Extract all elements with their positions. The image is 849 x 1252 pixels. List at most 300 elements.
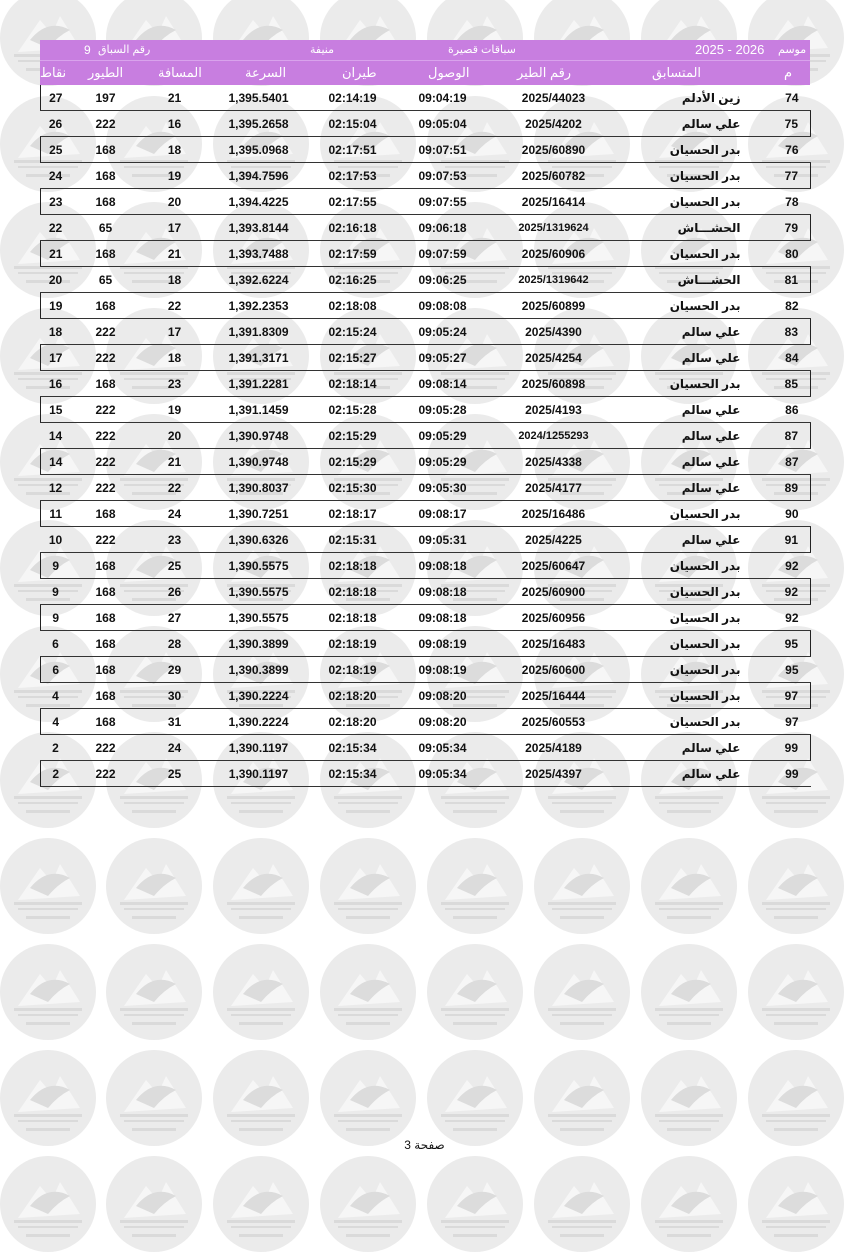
table-row — [41, 241, 811, 267]
cell-arrival: 09:05:31 — [397, 527, 489, 553]
cell-index: 99 — [749, 761, 811, 787]
cell-ring: 2025/4193 — [489, 397, 619, 423]
cell-birds: 168 — [71, 709, 141, 735]
watermark-logo — [534, 944, 630, 1040]
cell-points: 6 — [41, 631, 71, 657]
watermark-logo — [106, 944, 202, 1040]
table-row — [41, 735, 811, 761]
cell-birds: 168 — [71, 293, 141, 319]
cell-ring: 2025/4397 — [489, 761, 619, 787]
cell-ring: 2025/44023 — [489, 85, 619, 111]
cell-ring: 2025/1319624 — [489, 215, 619, 241]
cell-owner: علي سالم — [619, 527, 749, 553]
cell-points: 27 — [41, 85, 71, 111]
cell-birds: 168 — [71, 683, 141, 709]
cell-birds: 168 — [71, 189, 141, 215]
cell-index: 79 — [749, 215, 811, 241]
cell-arrival: 09:08:19 — [397, 631, 489, 657]
cell-ring: 2025/60900 — [489, 579, 619, 605]
cell-ring: 2025/60956 — [489, 605, 619, 631]
cell-distance: 22 — [141, 293, 209, 319]
cell-arrival: 09:08:18 — [397, 579, 489, 605]
cell-arrival: 09:05:28 — [397, 397, 489, 423]
cell-distance: 21 — [141, 241, 209, 267]
cell-ring: 2025/4338 — [489, 449, 619, 475]
cell-owner: زين الأدلم — [619, 85, 749, 111]
cell-arrival: 09:08:14 — [397, 371, 489, 397]
cell-distance: 24 — [141, 501, 209, 527]
cell-speed: 1,390.8037 — [209, 475, 309, 501]
race-number: 9 — [84, 43, 91, 57]
table-row — [41, 345, 811, 371]
cell-distance: 26 — [141, 579, 209, 605]
cell-flight: 02:15:29 — [309, 423, 397, 449]
cell-flight: 02:15:30 — [309, 475, 397, 501]
cell-index: 85 — [749, 371, 811, 397]
cell-flight: 02:15:34 — [309, 735, 397, 761]
cell-points: 24 — [41, 163, 71, 189]
watermark-logo — [427, 944, 523, 1040]
cell-birds: 197 — [71, 85, 141, 111]
cell-points: 14 — [41, 423, 71, 449]
cell-speed: 1,391.1459 — [209, 397, 309, 423]
cell-index: 74 — [749, 85, 811, 111]
cell-birds: 222 — [71, 475, 141, 501]
cell-points: 2 — [41, 761, 71, 787]
cell-owner: بدر الحسيان — [619, 683, 749, 709]
cell-birds: 222 — [71, 735, 141, 761]
cell-flight: 02:18:14 — [309, 371, 397, 397]
cell-arrival: 09:05:24 — [397, 319, 489, 345]
cell-points: 16 — [41, 371, 71, 397]
cell-ring: 2024/1255293 — [489, 423, 619, 449]
cell-birds: 222 — [71, 527, 141, 553]
cell-flight: 02:18:18 — [309, 579, 397, 605]
cell-points: 23 — [41, 189, 71, 215]
table-row — [41, 761, 811, 787]
watermark-logo — [427, 838, 523, 934]
cell-flight: 02:18:20 — [309, 709, 397, 735]
table-row — [41, 423, 811, 449]
cell-birds: 168 — [71, 241, 141, 267]
cell-speed: 1,390.2224 — [209, 709, 309, 735]
cell-flight: 02:15:28 — [309, 397, 397, 423]
table-row — [41, 605, 811, 631]
cell-index: 82 — [749, 293, 811, 319]
cell-speed: 1,390.9748 — [209, 449, 309, 475]
watermark-logo — [213, 838, 309, 934]
cell-ring: 2025/60890 — [489, 137, 619, 163]
cell-flight: 02:17:53 — [309, 163, 397, 189]
race-category: سباقات قصيرة — [448, 44, 516, 56]
cell-index: 89 — [749, 475, 811, 501]
cell-arrival: 09:04:19 — [397, 85, 489, 111]
cell-points: 2 — [41, 735, 71, 761]
cell-owner: علي سالم — [619, 345, 749, 371]
cell-speed: 1,390.5575 — [209, 605, 309, 631]
watermark-logo — [213, 1156, 309, 1252]
watermark-logo — [106, 838, 202, 934]
cell-arrival: 09:08:19 — [397, 657, 489, 683]
table-row — [41, 553, 811, 579]
cell-owner: بدر الحسيان — [619, 371, 749, 397]
cell-index: 95 — [749, 657, 811, 683]
table-row — [41, 475, 811, 501]
cell-distance: 31 — [141, 709, 209, 735]
cell-owner: الحشـــاش — [619, 215, 749, 241]
cell-distance: 29 — [141, 657, 209, 683]
cell-owner: بدر الحسيان — [619, 631, 749, 657]
watermark-logo — [320, 838, 416, 934]
table-row — [41, 267, 811, 293]
cell-distance: 22 — [141, 475, 209, 501]
cell-arrival: 09:05:34 — [397, 735, 489, 761]
watermark-logo — [320, 1156, 416, 1252]
cell-owner: علي سالم — [619, 735, 749, 761]
cell-arrival: 09:07:53 — [397, 163, 489, 189]
cell-owner: بدر الحسيان — [619, 579, 749, 605]
cell-flight: 02:14:19 — [309, 85, 397, 111]
cell-arrival: 09:08:17 — [397, 501, 489, 527]
cell-distance: 20 — [141, 189, 209, 215]
cell-distance: 28 — [141, 631, 209, 657]
table-row — [41, 319, 811, 345]
cell-owner: بدر الحسيان — [619, 163, 749, 189]
table-row — [41, 449, 811, 475]
cell-distance: 18 — [141, 137, 209, 163]
cell-speed: 1,392.2353 — [209, 293, 309, 319]
cell-distance: 18 — [141, 345, 209, 371]
cell-birds: 168 — [71, 553, 141, 579]
table-row — [41, 163, 811, 189]
cell-speed: 1,390.5575 — [209, 553, 309, 579]
table-row — [41, 709, 811, 735]
cell-ring: 2025/60898 — [489, 371, 619, 397]
cell-flight: 02:18:18 — [309, 553, 397, 579]
watermark-logo — [320, 1050, 416, 1146]
cell-distance: 25 — [141, 553, 209, 579]
watermark-logo — [534, 1156, 630, 1252]
race-label: رقم السباق — [98, 44, 151, 56]
cell-owner: علي سالم — [619, 319, 749, 345]
page-number: صفحة 3 — [404, 1138, 445, 1152]
cell-ring: 2025/60600 — [489, 657, 619, 683]
cell-flight: 02:18:20 — [309, 683, 397, 709]
cell-flight: 02:15:24 — [309, 319, 397, 345]
table-row — [41, 137, 811, 163]
table-row — [41, 293, 811, 319]
cell-arrival: 09:05:27 — [397, 345, 489, 371]
cell-birds: 222 — [71, 449, 141, 475]
cell-points: 26 — [41, 111, 71, 137]
results-table — [40, 85, 811, 787]
cell-speed: 1,390.7251 — [209, 501, 309, 527]
cell-arrival: 09:07:51 — [397, 137, 489, 163]
watermark-logo — [0, 1050, 96, 1146]
col-points: نقاط — [40, 65, 67, 80]
cell-speed: 1,390.3899 — [209, 631, 309, 657]
watermark-logo — [106, 1156, 202, 1252]
cell-distance: 19 — [141, 397, 209, 423]
cell-speed: 1,391.2281 — [209, 371, 309, 397]
cell-ring: 2025/4202 — [489, 111, 619, 137]
watermark-logo — [748, 1050, 844, 1146]
cell-points: 12 — [41, 475, 71, 501]
watermark-logo — [748, 838, 844, 934]
cell-index: 92 — [749, 553, 811, 579]
watermark-logo — [320, 944, 416, 1040]
table-row — [41, 683, 811, 709]
cell-speed: 1,392.6224 — [209, 267, 309, 293]
cell-birds: 168 — [71, 137, 141, 163]
cell-index: 97 — [749, 683, 811, 709]
cell-speed: 1,390.2224 — [209, 683, 309, 709]
cell-index: 76 — [749, 137, 811, 163]
cell-distance: 24 — [141, 735, 209, 761]
cell-arrival: 09:05:34 — [397, 761, 489, 787]
cell-index: 78 — [749, 189, 811, 215]
cell-points: 11 — [41, 501, 71, 527]
watermark-logo — [427, 1050, 523, 1146]
cell-ring: 2025/4225 — [489, 527, 619, 553]
cell-distance: 19 — [141, 163, 209, 189]
cell-owner: بدر الحسيان — [619, 501, 749, 527]
cell-arrival: 09:08:20 — [397, 683, 489, 709]
cell-arrival: 09:08:18 — [397, 605, 489, 631]
cell-arrival: 09:07:59 — [397, 241, 489, 267]
cell-ring: 2025/4390 — [489, 319, 619, 345]
table-row — [41, 527, 811, 553]
cell-distance: 17 — [141, 215, 209, 241]
cell-distance: 21 — [141, 85, 209, 111]
cell-points: 4 — [41, 709, 71, 735]
table-row — [41, 501, 811, 527]
cell-ring: 2025/16483 — [489, 631, 619, 657]
watermark-logo — [641, 944, 737, 1040]
cell-arrival: 09:05:29 — [397, 449, 489, 475]
cell-points: 15 — [41, 397, 71, 423]
cell-index: 92 — [749, 605, 811, 631]
cell-arrival: 09:06:25 — [397, 267, 489, 293]
cell-points: 18 — [41, 319, 71, 345]
cell-points: 21 — [41, 241, 71, 267]
cell-birds: 222 — [71, 319, 141, 345]
cell-speed: 1,390.9748 — [209, 423, 309, 449]
cell-index: 95 — [749, 631, 811, 657]
cell-birds: 168 — [71, 579, 141, 605]
watermark-logo — [641, 1156, 737, 1252]
cell-ring: 2025/60553 — [489, 709, 619, 735]
cell-index: 80 — [749, 241, 811, 267]
cell-birds: 168 — [71, 605, 141, 631]
season-years: 2025 - 2026 — [695, 42, 765, 57]
cell-distance: 18 — [141, 267, 209, 293]
cell-speed: 1,394.7596 — [209, 163, 309, 189]
cell-points: 6 — [41, 657, 71, 683]
cell-owner: علي سالم — [619, 761, 749, 787]
cell-ring: 2025/4177 — [489, 475, 619, 501]
cell-points: 22 — [41, 215, 71, 241]
cell-index: 87 — [749, 423, 811, 449]
watermark-logo — [534, 1050, 630, 1146]
race-location: منيفة — [310, 44, 334, 56]
cell-owner: علي سالم — [619, 475, 749, 501]
cell-index: 91 — [749, 527, 811, 553]
cell-speed: 1,390.1197 — [209, 735, 309, 761]
cell-distance: 16 — [141, 111, 209, 137]
watermark-logo — [106, 1050, 202, 1146]
cell-birds: 168 — [71, 163, 141, 189]
cell-flight: 02:15:34 — [309, 761, 397, 787]
cell-arrival: 09:05:04 — [397, 111, 489, 137]
cell-flight: 02:18:18 — [309, 605, 397, 631]
cell-speed: 1,391.8309 — [209, 319, 309, 345]
col-distance: المسافة — [158, 65, 202, 80]
watermark-logo — [0, 1156, 96, 1252]
table-header — [40, 40, 810, 85]
cell-owner: علي سالم — [619, 449, 749, 475]
cell-points: 9 — [41, 605, 71, 631]
cell-index: 87 — [749, 449, 811, 475]
watermark-logo — [748, 944, 844, 1040]
cell-birds: 168 — [71, 657, 141, 683]
table-row — [41, 85, 811, 111]
cell-points: 19 — [41, 293, 71, 319]
watermark-logo — [213, 1050, 309, 1146]
col-owner: المتسابق — [652, 65, 702, 80]
cell-speed: 1,393.8144 — [209, 215, 309, 241]
watermark-logo — [641, 1050, 737, 1146]
cell-points: 9 — [41, 579, 71, 605]
cell-index: 97 — [749, 709, 811, 735]
race-info-bar — [40, 40, 810, 60]
cell-ring: 2025/60647 — [489, 553, 619, 579]
cell-distance: 25 — [141, 761, 209, 787]
cell-index: 90 — [749, 501, 811, 527]
cell-points: 20 — [41, 267, 71, 293]
cell-points: 14 — [41, 449, 71, 475]
cell-owner: بدر الحسيان — [619, 657, 749, 683]
cell-birds: 65 — [71, 267, 141, 293]
cell-points: 4 — [41, 683, 71, 709]
cell-flight: 02:17:55 — [309, 189, 397, 215]
cell-index: 86 — [749, 397, 811, 423]
cell-flight: 02:16:18 — [309, 215, 397, 241]
cell-owner: علي سالم — [619, 423, 749, 449]
column-headers — [40, 60, 810, 85]
watermark-logo — [534, 838, 630, 934]
cell-ring: 2025/16414 — [489, 189, 619, 215]
cell-birds: 222 — [71, 111, 141, 137]
cell-flight: 02:15:29 — [309, 449, 397, 475]
cell-ring: 2025/1319642 — [489, 267, 619, 293]
cell-arrival: 09:05:30 — [397, 475, 489, 501]
cell-speed: 1,395.0968 — [209, 137, 309, 163]
cell-ring: 2025/60782 — [489, 163, 619, 189]
cell-ring: 2025/4254 — [489, 345, 619, 371]
col-arrival: الوصول — [428, 65, 470, 80]
cell-owner: بدر الحسيان — [619, 553, 749, 579]
cell-owner: بدر الحسيان — [619, 137, 749, 163]
watermark-logo — [213, 944, 309, 1040]
cell-arrival: 09:06:18 — [397, 215, 489, 241]
cell-flight: 02:15:27 — [309, 345, 397, 371]
cell-flight: 02:15:31 — [309, 527, 397, 553]
cell-birds: 168 — [71, 371, 141, 397]
cell-arrival: 09:05:29 — [397, 423, 489, 449]
cell-arrival: 09:07:55 — [397, 189, 489, 215]
cell-birds: 222 — [71, 397, 141, 423]
watermark-logo — [0, 838, 96, 934]
cell-distance: 21 — [141, 449, 209, 475]
table-row — [41, 189, 811, 215]
table-row — [41, 111, 811, 137]
table-row — [41, 579, 811, 605]
cell-speed: 1,395.2658 — [209, 111, 309, 137]
cell-owner: بدر الحسيان — [619, 189, 749, 215]
cell-flight: 02:18:19 — [309, 631, 397, 657]
cell-arrival: 09:08:18 — [397, 553, 489, 579]
cell-speed: 1,390.5575 — [209, 579, 309, 605]
cell-speed: 1,390.6326 — [209, 527, 309, 553]
cell-flight: 02:17:59 — [309, 241, 397, 267]
season-label: موسم — [778, 44, 807, 56]
col-birds: الطيور — [88, 65, 124, 80]
watermark-logo — [748, 1156, 844, 1252]
cell-distance: 23 — [141, 527, 209, 553]
cell-flight: 02:18:08 — [309, 293, 397, 319]
cell-owner: بدر الحسيان — [619, 709, 749, 735]
cell-ring: 2025/60899 — [489, 293, 619, 319]
cell-points: 25 — [41, 137, 71, 163]
cell-speed: 1,395.5401 — [209, 85, 309, 111]
cell-ring: 2025/4189 — [489, 735, 619, 761]
cell-speed: 1,394.4225 — [209, 189, 309, 215]
col-index: م — [784, 65, 793, 80]
cell-index: 83 — [749, 319, 811, 345]
cell-owner: علي سالم — [619, 397, 749, 423]
cell-index: 84 — [749, 345, 811, 371]
col-speed: السرعة — [245, 65, 287, 80]
cell-index: 92 — [749, 579, 811, 605]
cell-birds: 222 — [71, 345, 141, 371]
results-sheet — [40, 40, 810, 787]
cell-speed: 1,390.1197 — [209, 761, 309, 787]
cell-points: 9 — [41, 553, 71, 579]
cell-distance: 23 — [141, 371, 209, 397]
col-flight: طيران — [342, 65, 377, 80]
cell-distance: 30 — [141, 683, 209, 709]
cell-distance: 17 — [141, 319, 209, 345]
table-row — [41, 631, 811, 657]
table-row — [41, 215, 811, 241]
cell-index: 99 — [749, 735, 811, 761]
cell-flight: 02:17:51 — [309, 137, 397, 163]
cell-speed: 1,390.3899 — [209, 657, 309, 683]
cell-speed: 1,393.7488 — [209, 241, 309, 267]
cell-index: 77 — [749, 163, 811, 189]
table-row — [41, 657, 811, 683]
cell-flight: 02:16:25 — [309, 267, 397, 293]
cell-owner: بدر الحسيان — [619, 293, 749, 319]
cell-speed: 1,391.3171 — [209, 345, 309, 371]
table-row — [41, 371, 811, 397]
cell-points: 10 — [41, 527, 71, 553]
cell-owner: علي سالم — [619, 111, 749, 137]
watermark-logo — [0, 944, 96, 1040]
cell-birds: 222 — [71, 423, 141, 449]
cell-flight: 02:18:17 — [309, 501, 397, 527]
